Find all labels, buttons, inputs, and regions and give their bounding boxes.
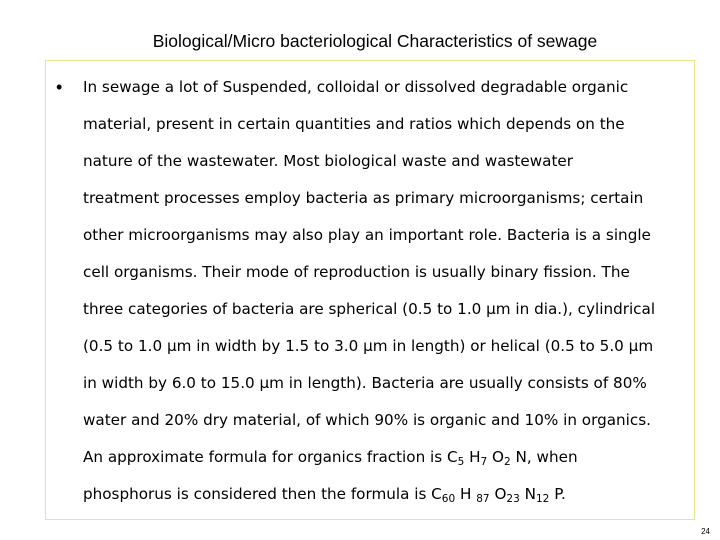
subscript-h: 87	[476, 493, 490, 505]
subscript-h: 7	[480, 456, 488, 468]
text-line: three categories of bacteria are spherical (0.5 to 1.0 µm in dia.), cylindrical	[83, 300, 656, 318]
formula-text-n: N	[519, 485, 536, 503]
content-box	[45, 60, 695, 520]
text-line: material, present in certain quantities and ratios which depends on the	[83, 115, 625, 133]
text-line: in width by 6.0 to 15.0 µm in length). Bacteria are usually consists of 80%	[83, 374, 647, 392]
text-line: nature of the wastewater. Most biological waste and wastewater	[83, 152, 573, 170]
text-line: other microorganisms may also play an important role. Bacteria is a single	[83, 226, 651, 244]
subscript-n: 12	[536, 493, 550, 505]
subscript-c: 60	[441, 493, 456, 505]
formula-text-o: O	[489, 485, 507, 503]
text-line: treatment processes employ bacteria as primary microorganisms; certain	[83, 189, 644, 207]
page-number: 24	[701, 527, 710, 536]
formula-text-o: O	[487, 448, 505, 466]
formula-text: phosphorus is considered then the formula is C	[83, 485, 442, 503]
text-line: cell organisms. Their mode of reproduction is usually binary fission. The	[83, 263, 630, 281]
formula-line-organics	[83, 443, 695, 480]
subscript-o: 2	[504, 456, 511, 468]
bullet-point: •	[56, 77, 63, 97]
text-line: water and 20% dry material, of which 90% is organic and 10% in organics.	[83, 411, 651, 429]
formula-text-h: H	[464, 448, 481, 466]
subscript-o: 23	[506, 493, 520, 505]
formula-line-phosphorus	[83, 480, 695, 517]
formula-tail: P.	[549, 485, 566, 503]
text-line: (0.5 to 1.0 µm in width by 1.5 to 3.0 µm in length) or helical (0.5 to 5.0 µm	[83, 337, 654, 355]
formula-text: An approximate formula for organics fraction is C	[83, 448, 458, 466]
formula-tail: N, when	[510, 448, 578, 466]
subscript-c: 5	[457, 456, 465, 468]
text-line: In sewage a lot of Suspended, colloidal or dissolved degradable organic	[83, 78, 629, 96]
paragraph-text	[83, 73, 695, 517]
slide-title: Biological/Micro bacteriological Characteristics of sewage	[152, 31, 598, 51]
formula-text-h: H	[455, 485, 477, 503]
